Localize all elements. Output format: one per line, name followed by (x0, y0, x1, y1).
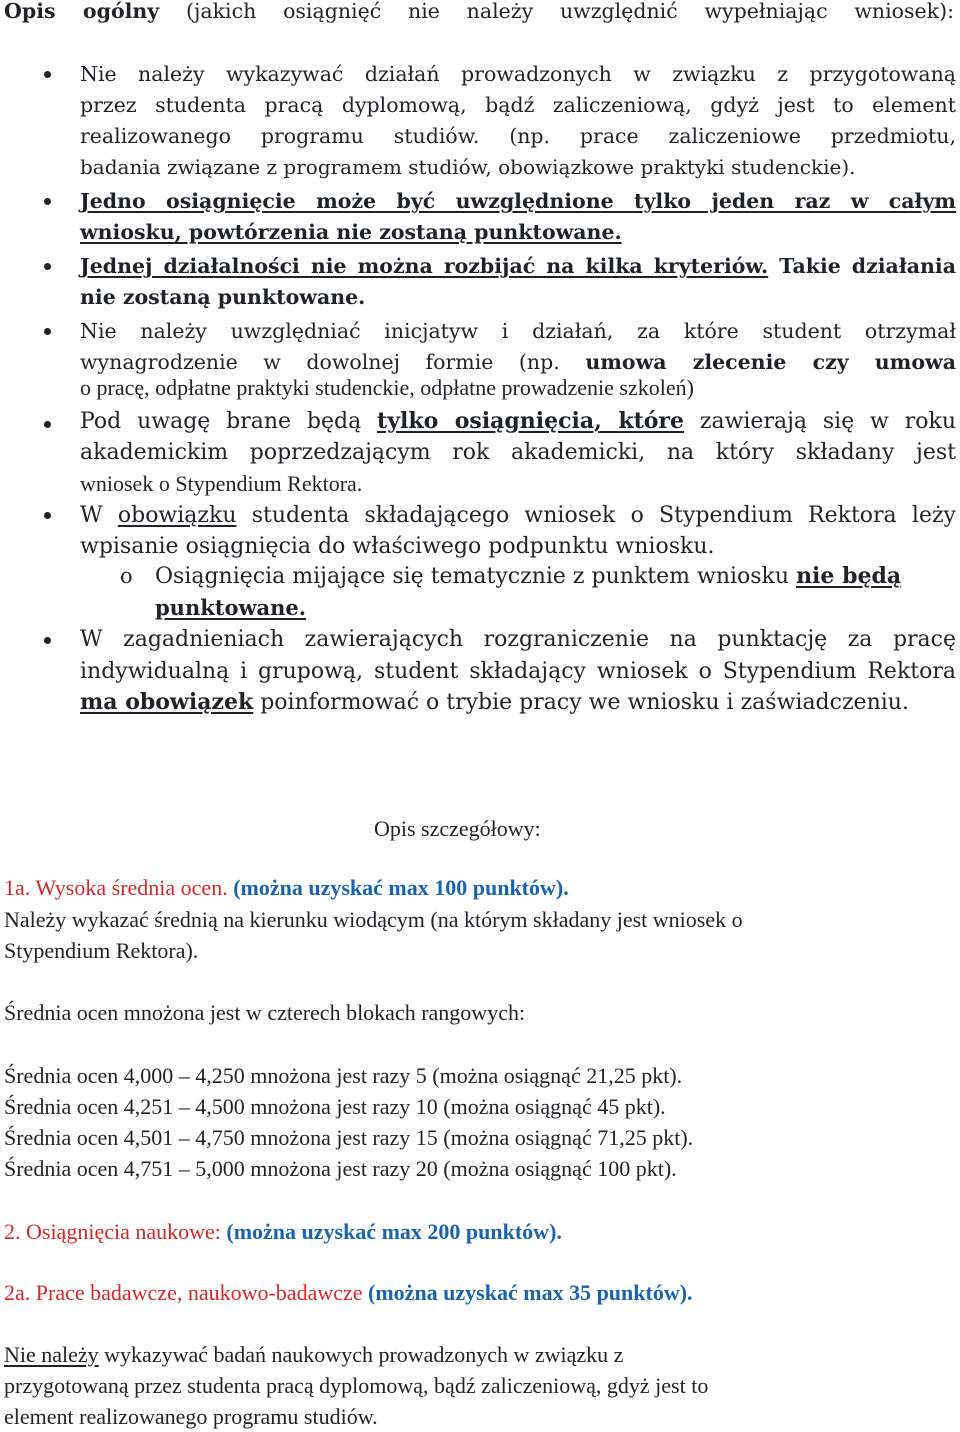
b4-line1: Nie należy uwzględniać inicjatyw i działań, za które student otrzymał (80, 319, 956, 343)
final-para-line1-rest: wykazywać badań naukowych prowadzonych w związku z (104, 1342, 624, 1367)
bullet-dot (44, 421, 51, 428)
b4-line2-start: wynagrodzenie w dowolnej formie (np. (80, 350, 560, 374)
final-para-line1 (4, 1339, 623, 1370)
b5-line1-end: zawierają się w roku (699, 409, 956, 434)
final-para-line3: element realizowanego programu studiów. (4, 1404, 378, 1429)
final-para-line2: przygotowaną przez studenta pracą dyplomową, bądź zaliczeniową, gdyż jest to (4, 1373, 709, 1398)
section-2-title (4, 1216, 562, 1247)
b7-line2: indywidualną i grupową, student składający wniosek o Stypendium Rektora (80, 659, 956, 684)
b3-line1-rest: Takie działania (779, 254, 956, 278)
bullet-dot (44, 328, 51, 335)
b1-line1: Nie należy wykazywać działań prowadzonych w związku z przygotowaną (80, 62, 956, 86)
general-title-rest: (jakich osiągnięć nie należy uwzględnić wypełniając wniosek): (186, 0, 954, 23)
grade-row: Średnia ocen 4,251 – 4,500 mnożona jest razy 10 (można osiągnąć 45 pkt). (4, 1094, 666, 1119)
b5-line1-underlined: tylko osiągnięcia, które (377, 408, 685, 434)
sub-marker: o (120, 564, 133, 588)
bullet-dot (44, 263, 51, 270)
b3-line2: nie zostaną punktowane. (80, 285, 366, 309)
b3-line1 (80, 251, 956, 282)
bullet-dot (44, 512, 51, 519)
b7-line3-underlined: ma obowiązek (80, 689, 254, 715)
grade-row: Średnia ocen 4,751 – 5,000 mnożona jest razy 20 (można osiągnąć 100 pkt). (4, 1156, 677, 1181)
b6-line2: wpisanie osiągnięcia do właściwego podpunktu wniosku. (80, 534, 715, 559)
section-2a-title-text: 2a. Prace badawcze, naukowo-badawcze (4, 1280, 363, 1305)
section-1a-para-line2: Stypendium Rektora). (4, 938, 199, 963)
b5-line1-start: Pod uwagę brane będą (80, 409, 362, 434)
general-title-bold: Opis ogólny (4, 0, 160, 23)
section-2a-points: (można uzyskać max 35 punktów). (368, 1280, 693, 1305)
b6-line1-end: studenta składającego wniosek o Stypendium Rektora leży (251, 503, 956, 528)
detail-heading: Opis szczegółowy: (374, 816, 541, 841)
bullet-dot (44, 198, 51, 205)
section-2a-title (4, 1277, 693, 1308)
general-title (4, 0, 954, 27)
b5-line3: wniosek o Stypendium Rektora. (80, 471, 363, 496)
section-1a-para-line1: Należy wykazać średnią na kierunku wiodącym (na którym składany jest wniosek o (4, 907, 743, 932)
bullet-dot (44, 637, 51, 644)
bullet-dot (44, 71, 51, 78)
sub-line2: punktowane. (155, 595, 307, 620)
b7-line3 (80, 687, 909, 718)
section-1a-intro: Średnia ocen mnożona jest w czterech blokach rangowych: (4, 1000, 526, 1025)
b6-line1 (80, 500, 956, 531)
b7-line1: W zagadnieniach zawierających rozgraniczenie na punktację za pracę (80, 627, 956, 652)
b5-line1 (80, 406, 956, 437)
b4-line3: o pracę, odpłatne praktyki studenckie, odpłatne prowadzenie szkoleń) (80, 375, 694, 400)
b1-line4: badania związane z programem studiów, obowiązkowe praktyki studenckie). (80, 155, 856, 179)
grade-row: Średnia ocen 4,000 – 4,250 mnożona jest razy 5 (można osiągnąć 21,25 pkt). (4, 1063, 683, 1088)
b3-line1-underlined: Jednej działalności nie można rozbijać na kilka kryteriów. (80, 254, 769, 278)
b1-line2: przez studenta pracą dyplomową, bądź zaliczeniową, gdyż jest to element (80, 93, 956, 117)
sub-line1 (155, 561, 901, 592)
b5-line2: akademickim poprzedzającym rok akademicki, na który składany jest (80, 440, 956, 465)
section-1a-title (4, 872, 569, 903)
section-2-points: (można uzyskać max 200 punktów). (226, 1219, 562, 1244)
b2-line2: wniosku, powtórzenia nie zostaną punktowane. (80, 220, 622, 244)
grade-row: Średnia ocen 4,501 – 4,750 mnożona jest razy 15 (można osiągnąć 71,25 pkt). (4, 1125, 694, 1150)
b6-line1-underlined: obowiązku (117, 503, 237, 528)
section-1a-title-text: 1a. Wysoka średnia ocen. (4, 875, 228, 900)
section-1a-points: (można uzyskać max 100 punktów). (233, 875, 569, 900)
b6-line1-start: W (80, 503, 103, 528)
b4-line2-end: umowa zlecenie czy umowa (585, 350, 956, 374)
b7-line3-rest: poinformować o trybie pracy we wniosku i zaświadczeniu. (260, 690, 909, 715)
final-para-underlined: Nie należy (4, 1342, 99, 1367)
b2-line1: Jedno osiągnięcie może być uwzględnione tylko jeden raz w całym (80, 189, 956, 213)
section-2-title-text: 2. Osiągnięcia naukowe: (4, 1219, 221, 1244)
sub-line1-underlined: nie będą (796, 563, 902, 589)
sub-line1-start: Osiągnięcia mijające się tematycznie z punktem wniosku (155, 564, 790, 589)
b1-line3: realizowanego programu studiów. (np. prace zaliczeniowe przedmiotu, (80, 124, 956, 148)
